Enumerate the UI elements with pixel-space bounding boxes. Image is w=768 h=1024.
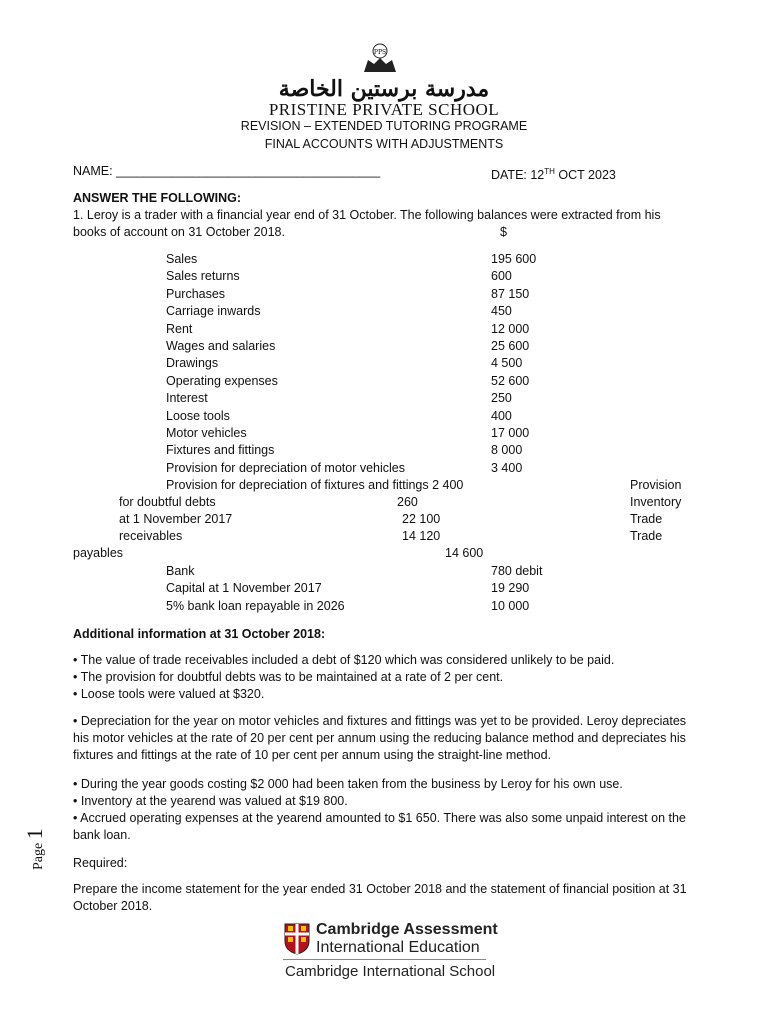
required-label: Required: [73,856,128,870]
info-bullet: • The value of trade receivables included a debt of $120 which was considered unlikely to be paid. [73,653,615,667]
balance-value: 250 [491,391,512,406]
balance-label: Fixtures and fittings [166,443,275,458]
balance-label: Motor vehicles [166,426,247,440]
cambridge-crest-icon [284,923,310,955]
balance-label: Sales [166,252,198,266]
question-intro-line2: books of account on 31 October 2018. [73,225,285,239]
school-logo [340,42,420,78]
balance-label: Provision [630,478,682,492]
balance-label: Bank [166,564,195,578]
balance-value: 87 150 [491,286,530,301]
balance-value: 19 290 [491,581,530,596]
balance-value: 14 120 [402,529,441,543]
school-arabic-name: مدرسة برستين الخاصة [278,76,490,102]
date-rest: OCT 2023 [554,168,616,183]
balance-label: for doubtful debts [119,495,216,509]
footer-divider [283,959,486,960]
balance-value: 52 600 [491,373,530,388]
info-bullet: • During the year goods costing $2 000 had been taken from the business by Leroy for his own use. [73,777,623,791]
balance-value: 10 000 [491,598,530,613]
balance-value: 450 [491,304,512,319]
additional-info-heading: Additional information at 31 October 2018: [73,627,326,641]
info-bullet: • Accrued operating expenses at the yearend amounted to $1 650. There was also some unpaid interest on the bank loan. [73,811,686,842]
document-subtitle: FINAL ACCOUNTS WITH ADJUSTMENTS [264,137,504,151]
balance-label: Wages and salaries [166,339,276,353]
page-number-value: 1 [22,828,47,840]
balance-label: Inventory [630,495,682,509]
balance-value: 260 [397,495,418,509]
balance-value: 4 500 [491,356,523,371]
balance-label: Carriage inwards [166,304,261,319]
balance-label: Purchases [166,286,226,301]
section-heading: ANSWER THE FOLLOWING: [73,191,242,205]
balance-label: receivables [119,529,183,543]
date-field [491,163,616,184]
balance-label: Sales returns [166,269,240,284]
info-bullet: • Loose tools were valued at $320. [73,687,265,701]
page-number [22,828,48,870]
balance-value: 3 400 [491,460,523,475]
balance-label: Provision for depreciation of fixtures and fittings 2 400 [166,478,464,492]
balance-label: at 1 November 2017 [119,512,233,526]
balance-label: Loose tools [166,408,230,423]
question-intro-line1: 1. Leroy is a trader with a financial year end of 31 October. The following balances were extracted from his [73,208,661,222]
info-bullet: • The provision for doubtful debts was to be maintained at a rate of 2 per cent. [73,670,504,684]
balance-label: 5% bank loan repayable in 2026 [166,598,345,613]
balance-label: Rent [166,321,193,336]
page-word: Page [31,842,46,870]
info-bullet: • Depreciation for the year on motor vehicles and fixtures and fittings was yet to be provided. Leroy depreciates his motor vehicles at the rate of 20 per cent per annum using the reducing balance method and depreciates his fixtures and fittings at the rate of 10 per cent per annum using the straight-line method. [73,714,687,762]
balance-label: Trade [630,512,663,526]
balance-label: Capital at 1 November 2017 [166,581,322,596]
info-bullet: • Inventory at the yearend was valued at $19 800. [73,794,348,808]
balance-label: Interest [166,391,208,406]
cambridge-school-name: Cambridge International School [285,963,496,980]
school-name: PRISTINE PRIVATE SCHOOL [268,100,500,119]
balance-value: 195 600 [491,252,537,266]
cambridge-assessment-name: Cambridge Assessment [316,921,498,938]
balance-label: Trade [630,529,663,543]
balance-value: 780 debit [491,564,543,578]
date-suffix: TH [544,167,555,176]
balance-label: Drawings [166,356,219,371]
balance-value: 25 600 [491,339,530,353]
cambridge-international-name: International Education [316,939,480,956]
balance-label: payables [73,546,124,560]
balance-label: Operating expenses [166,373,278,388]
balance-value: 400 [491,408,512,423]
svg-text:PPS: PPS [373,49,387,56]
date-day: DATE: 12 [491,168,545,183]
name-field-label: NAME: ______________________________________ [73,164,381,178]
balance-value: 8 000 [491,443,523,458]
balance-value: 17 000 [491,426,530,440]
balance-value: 600 [491,269,512,284]
programme-title: REVISION – EXTENDED TUTORING PROGRAME [240,119,528,133]
balance-value: 14 600 [445,546,484,560]
currency-header: $ [500,225,507,239]
required-text: Prepare the income statement for the year ended 31 October 2018 and the statement of financial position at 31 October 2018. [73,882,687,913]
balance-label: Provision for depreciation of motor vehicles [166,460,406,475]
balance-value: 22 100 [402,512,441,526]
balance-value: 12 000 [491,321,530,336]
